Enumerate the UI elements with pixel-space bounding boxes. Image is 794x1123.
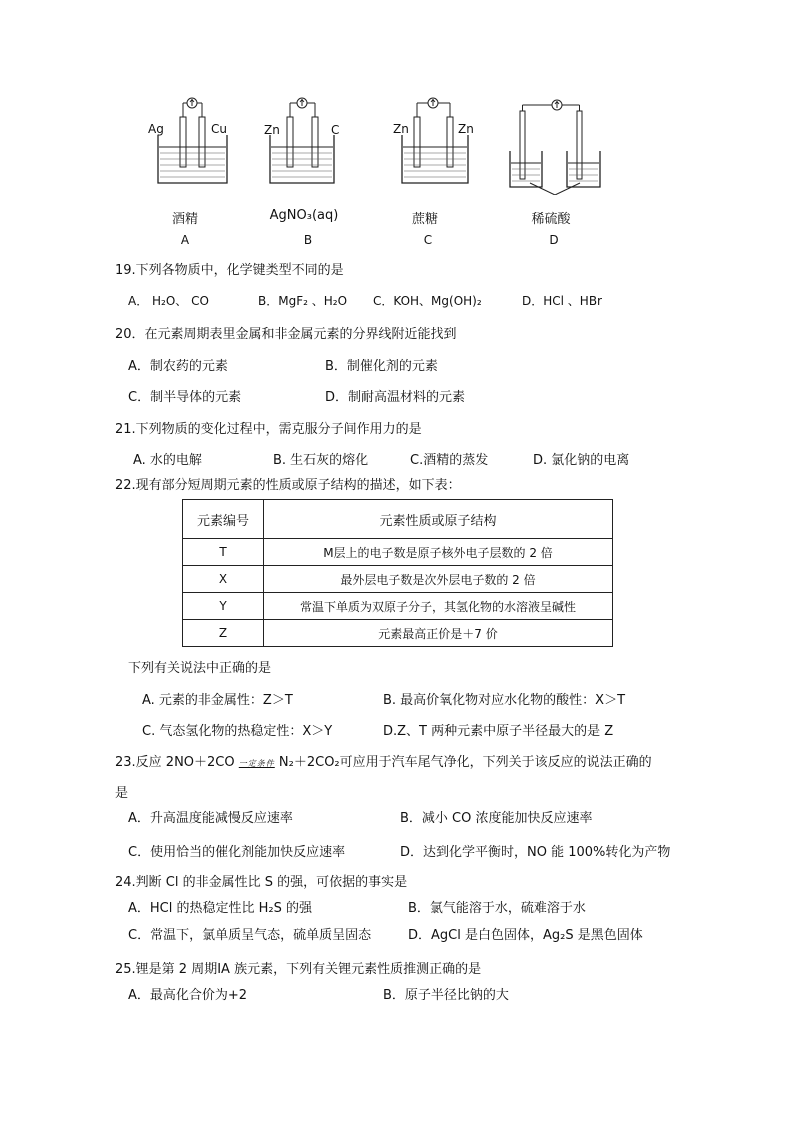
- option-b: B．氯气能溶于水，硫难溶于水: [408, 901, 586, 916]
- option-a: A．最高化合价为+2: [128, 988, 248, 1003]
- option-d: D．达到化学平衡时，NO 能 100%转化为产物: [400, 845, 671, 860]
- figure-letter: C: [423, 233, 433, 247]
- option-d: D．AgCl 是白色固体，Ag₂S 是黑色固体: [408, 928, 643, 943]
- option-c: C．制半导体的元素: [128, 390, 242, 405]
- galvanic-cell-a-diagram: [145, 95, 265, 195]
- table-header-cell: 元素性质或原子结构: [264, 500, 613, 539]
- option-b: B. 生石灰的熔化: [273, 453, 369, 468]
- option-b: B．MgF₂ 、H₂O: [258, 294, 348, 308]
- option-a: A．制农药的元素: [128, 359, 228, 374]
- figure-d: [505, 95, 625, 195]
- option-d: D．制耐高温材料的元素: [325, 390, 466, 405]
- figure-a: [145, 95, 265, 195]
- table-cell: X: [183, 566, 264, 593]
- option-a: A． H₂O、 CO: [128, 294, 209, 308]
- figure-caption: AgNO₃(aq): [269, 208, 339, 223]
- figure-b: [262, 95, 382, 195]
- question-25-stem: 25.锂是第 2 周期ⅠA 族元素，下列有关锂元素性质推测正确的是: [115, 962, 482, 977]
- table-row: [183, 593, 613, 620]
- option-c: C．KOH、Mg(OH)₂: [373, 294, 482, 308]
- table-row: [183, 539, 613, 566]
- question-23-stem-line-2: 是: [115, 786, 129, 801]
- figure-caption: 蔗糖: [411, 212, 438, 227]
- option-b: B. 最高价氧化物对应水化物的酸性：X＞T: [383, 693, 626, 708]
- option-d: D.Z、T 两种元素中原子半径最大的是 Z: [383, 724, 614, 739]
- question-22-sub-stem: 下列有关说法中正确的是: [128, 661, 272, 676]
- table-cell: Y: [183, 593, 264, 620]
- option-c: C. 气态氢化物的热稳定性：X＞Y: [142, 724, 333, 739]
- stem-part-1: 23.反应 2NO＋2CO: [115, 755, 235, 770]
- separate-beakers-diagram: [505, 95, 625, 195]
- figure-letter: D: [549, 233, 559, 247]
- figure-letter: A: [180, 233, 190, 247]
- reaction-condition: 一定条件: [238, 759, 275, 768]
- option-c: C．常温下，氯单质呈气态，硫单质呈固态: [128, 928, 372, 943]
- electrode-right-label: Zn: [458, 122, 474, 136]
- option-d: D．HCl 、HBr: [522, 294, 602, 308]
- galvanic-cell-c-diagram: [392, 95, 512, 195]
- figure-caption: 酒精: [171, 212, 198, 227]
- question-23-stem: [115, 751, 652, 770]
- figure-letter: B: [303, 233, 313, 247]
- option-b: B．减小 CO 浓度能加快反应速率: [400, 811, 593, 826]
- option-a: A．HCl 的热稳定性比 H₂S 的强: [128, 901, 312, 916]
- figure-caption: 稀硫酸: [531, 212, 571, 227]
- table-header-row: [183, 500, 613, 539]
- table-row: [183, 620, 613, 647]
- option-a: A. 元素的非金属性：Z＞T: [142, 693, 293, 708]
- table-cell: 元素最高正价是＋7 价: [264, 620, 613, 647]
- electrode-left-label: Zn: [393, 122, 409, 136]
- question-19-stem: 19.下列各物质中，化学键类型不同的是: [115, 263, 344, 278]
- option-a: A. 水的电解: [133, 453, 202, 468]
- question-21-stem: 21.下列物质的变化过程中，需克服分子间作用力的是: [115, 422, 422, 437]
- stem-part-2: N₂＋2CO₂可应用于汽车尾气净化，下列关于该反应的说法正确的: [278, 755, 652, 770]
- figure-c: [392, 95, 512, 195]
- option-c: C.酒精的蒸发: [410, 453, 489, 468]
- question-24-stem: 24.判断 Cl 的非金属性比 S 的强，可依据的事实是: [115, 875, 408, 890]
- electrode-right-label: C: [331, 123, 340, 137]
- element-properties-table: [182, 499, 613, 647]
- table-cell: M层上的电子数是原子核外电子层数的 2 倍: [264, 539, 613, 566]
- option-c: C．使用恰当的催化剂能加快反应速率: [128, 845, 346, 860]
- electrode-left-label: Zn: [264, 123, 280, 137]
- table-cell: T: [183, 539, 264, 566]
- table-cell: Z: [183, 620, 264, 647]
- table-row: [183, 566, 613, 593]
- table-cell: 最外层电子数是次外层电子数的 2 倍: [264, 566, 613, 593]
- option-b: B．制催化剂的元素: [325, 359, 438, 374]
- question-22-stem: 22.现有部分短周期元素的性质或原子结构的描述，如下表：: [115, 478, 461, 493]
- table-cell: 常温下单质为双原子分子，其氢化物的水溶液呈碱性: [264, 593, 613, 620]
- table-header-cell: 元素编号: [183, 500, 264, 539]
- electrode-right-label: Cu: [211, 122, 227, 136]
- option-d: D. 氯化钠的电离: [533, 453, 630, 468]
- option-b: B．原子半径比钠的大: [383, 988, 509, 1003]
- question-20-stem: 20．在元素周期表里金属和非金属元素的分界线附近能找到: [115, 327, 457, 342]
- electrode-left-label: Ag: [148, 122, 164, 136]
- option-a: A．升高温度能减慢反应速率: [128, 811, 293, 826]
- galvanic-cell-b-diagram: [262, 95, 382, 195]
